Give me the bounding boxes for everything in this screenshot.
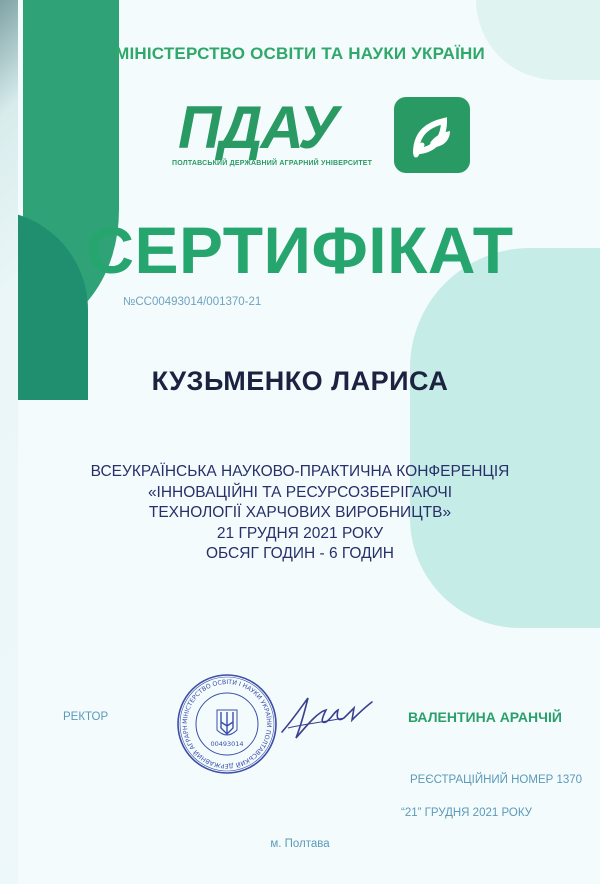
decor-shape-top-right xyxy=(476,0,600,80)
stamp-outer-text: МІНІСТЕРСТВО ОСВІТИ І НАУКИ УКРАЇНИ ПОЛТАВСЬКИЙ ДЕРЖАВНИЙ АГРАРН xyxy=(181,678,273,770)
decor-shape-right xyxy=(410,248,600,628)
university-full-name: ПОЛТАВСЬКИЙ ДЕРЖАВНИЙ АГРАРНИЙ УНІВЕРСИТЕТ xyxy=(172,160,373,167)
city: м. Полтава xyxy=(270,838,330,850)
signer-name: ВАЛЕНТИНА АРАНЧІЙ xyxy=(408,709,562,725)
trident-icon xyxy=(217,710,237,735)
certificate-number: №СС00493014/001370-21 xyxy=(123,296,262,308)
certificate-body xyxy=(0,462,600,565)
recipient-name: КУЗЬМЕНКО ЛАРИСА xyxy=(151,366,449,396)
body-line: ОБСЯГ ГОДИН - 6 ГОДИН xyxy=(206,545,394,562)
leaf-icon xyxy=(394,97,470,173)
university-logo-abbr: ПДАУ xyxy=(178,94,337,161)
issue-date: “21” ГРУДНЯ 2021 РОКУ xyxy=(401,807,532,819)
body-line: 21 ГРУДНЯ 2021 РОКУ xyxy=(216,524,384,542)
stamp-code: 00493014 xyxy=(210,740,244,748)
body-line: ВСЕУКРАЇНСЬКА НАУКОВО-ПРАКТИЧНА КОНФЕРЕНЦІЯ xyxy=(90,463,510,480)
body-line: ТЕХНОЛОГІЇ ХАРЧОВИХ ВИРОБНИЦТВ» xyxy=(148,504,452,521)
certificate-title: СЕРТИФІКАТ xyxy=(86,213,514,287)
body-line: «ІННОВАЦІЙНІ ТА РЕСУРСОЗБЕРІГАЮЧІ xyxy=(147,483,453,501)
official-stamp xyxy=(175,672,279,776)
rector-signature xyxy=(274,688,384,748)
rector-label: РЕКТОР xyxy=(63,711,109,723)
ministry-header: МІНІСТЕРСТВО ОСВІТИ ТА НАУКИ УКРАЇНИ xyxy=(115,44,485,63)
registration-number: РЕЄСТРАЦІЙНИЙ НОМЕР 1370 xyxy=(410,774,583,786)
